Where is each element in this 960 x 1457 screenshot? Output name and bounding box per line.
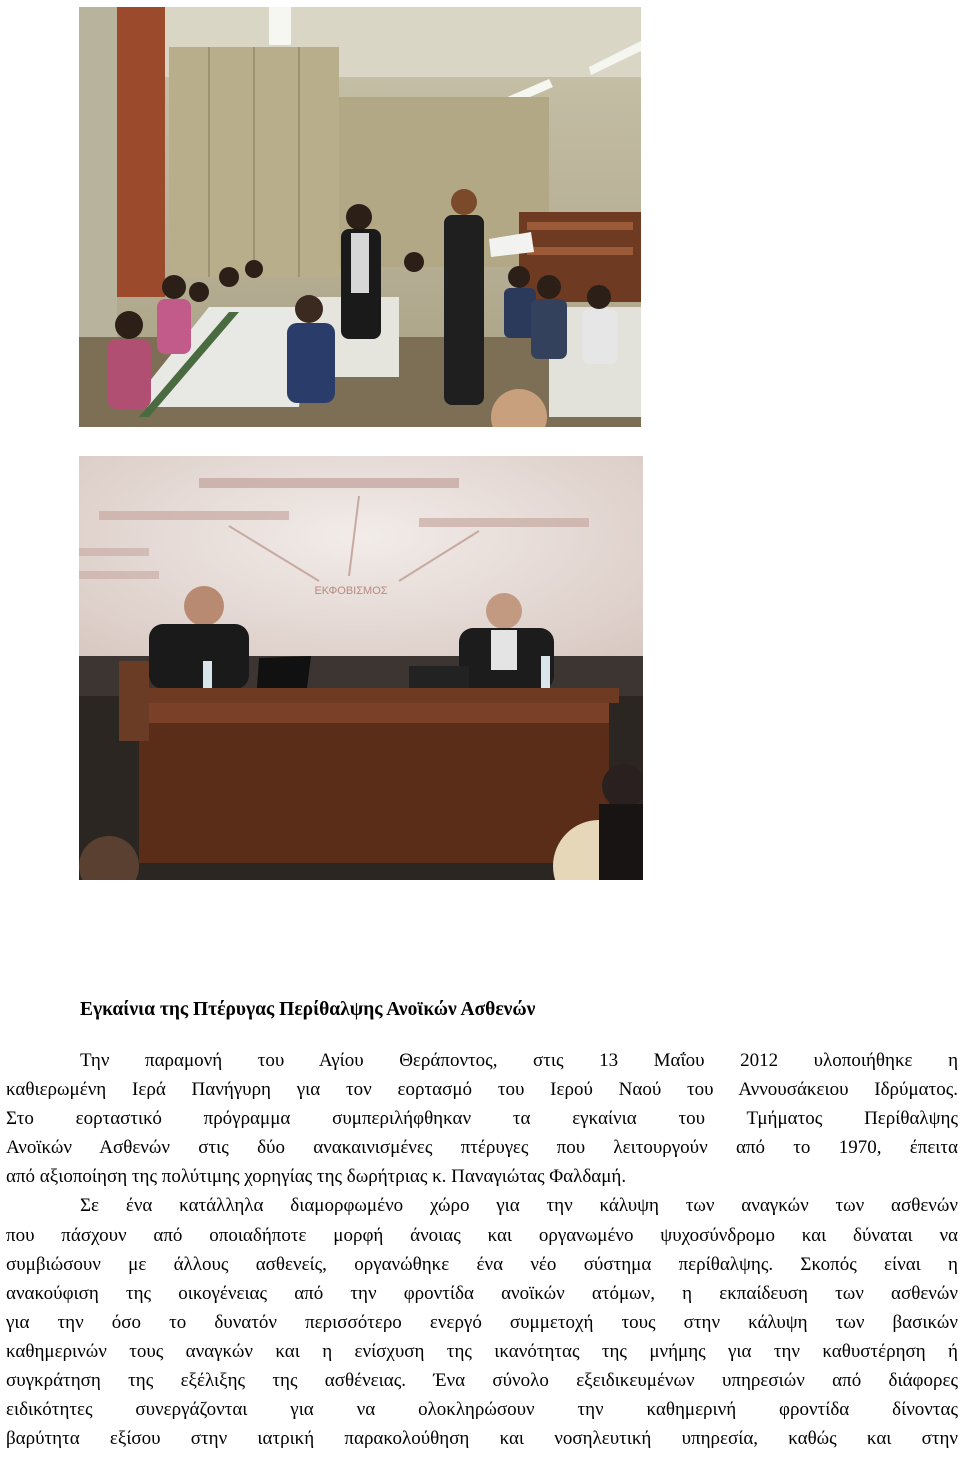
body-line: συμβιώσουν με άλλους ασθενείς, οργανώθηκε ένα νέο σύστημα περίθαλψης. Σκοπός είναι η (6, 1253, 958, 1275)
body-line: καθιερωμένη Ιερά Πανήγυρη για τον εορτασμό του Ιερού Ναού του Αννουσάκειου Ιδρύματος. (6, 1079, 958, 1101)
body-line: Σε ένα κατάλληλα διαμορφωμένο χώρο για την κάλυψη των αναγκών των ασθενών (80, 1195, 958, 1217)
article-body (6, 1046, 958, 1453)
body-line: ανακούφιση της οικογένειας από την φροντίδα ανοϊκών ατόμων, η εκπαίδευση των ασθενών (6, 1282, 958, 1304)
body-line: Ανοϊκών Ασθενών στις δύο ανακαινισμένες πτέρυγες που λειτουργούν από το 1970, έπειτα (6, 1137, 958, 1159)
body-line: Στο εορταστικό πρόγραμμα συμπεριλήφθηκαν τα εγκαίνια του Τμήματος Περίθαλψης (6, 1108, 958, 1130)
lecture-panel-photo (79, 456, 643, 880)
slide-heading: ΕΚΦΟΒΙΣΜΟΣ (314, 585, 388, 597)
body-line: βαρύτητα εξίσου στην ιατρική παρακολούθηση και νοσηλευτική υπηρεσία, καθώς και στην (6, 1428, 958, 1450)
classroom-photo-illustration (79, 7, 641, 427)
lecture-photo-illustration (79, 456, 643, 880)
body-line: συγκράτηση της εξέλιξης της ασθένειας. Ένα σύνολο εξειδικευμένων υπηρεσιών από διάφορες (6, 1370, 958, 1392)
body-line: από αξιοποίηση της πολύτιμης χορηγίας της δωρήτριας κ. Παναγιώτας Φαλδαμή. (6, 1166, 627, 1188)
body-line: για την όσο το δυνατόν περισσότερο ενεργό συμμετοχή τους στην κάλυψη των βασικών (6, 1311, 958, 1333)
body-line: που πάσχουν από οποιαδήποτε μορφή άνοιας και οργανωμένο ψυχοσύνδρομο και δύναται να (6, 1224, 958, 1246)
article (6, 996, 958, 1453)
body-line: ειδικότητες συνεργάζονται για να ολοκληρώσουν την καθημερινή φροντίδα δίνοντας (6, 1399, 958, 1421)
article-title: Εγκαίνια της Πτέρυγας Περίθαλψης Ανοϊκών Ασθενών (80, 999, 536, 1020)
classroom-celebration-photo (79, 7, 641, 427)
body-line: Την παραμονή του Αγίου Θεράποντος, στις 13 Μαΐου 2012 υλοποιήθηκε η (80, 1050, 958, 1071)
body-line: καθημερινών τους αναγκών και η ενίσχυση της ικανότητας της μνήμης για την καθυστέρηση ή (6, 1340, 958, 1362)
